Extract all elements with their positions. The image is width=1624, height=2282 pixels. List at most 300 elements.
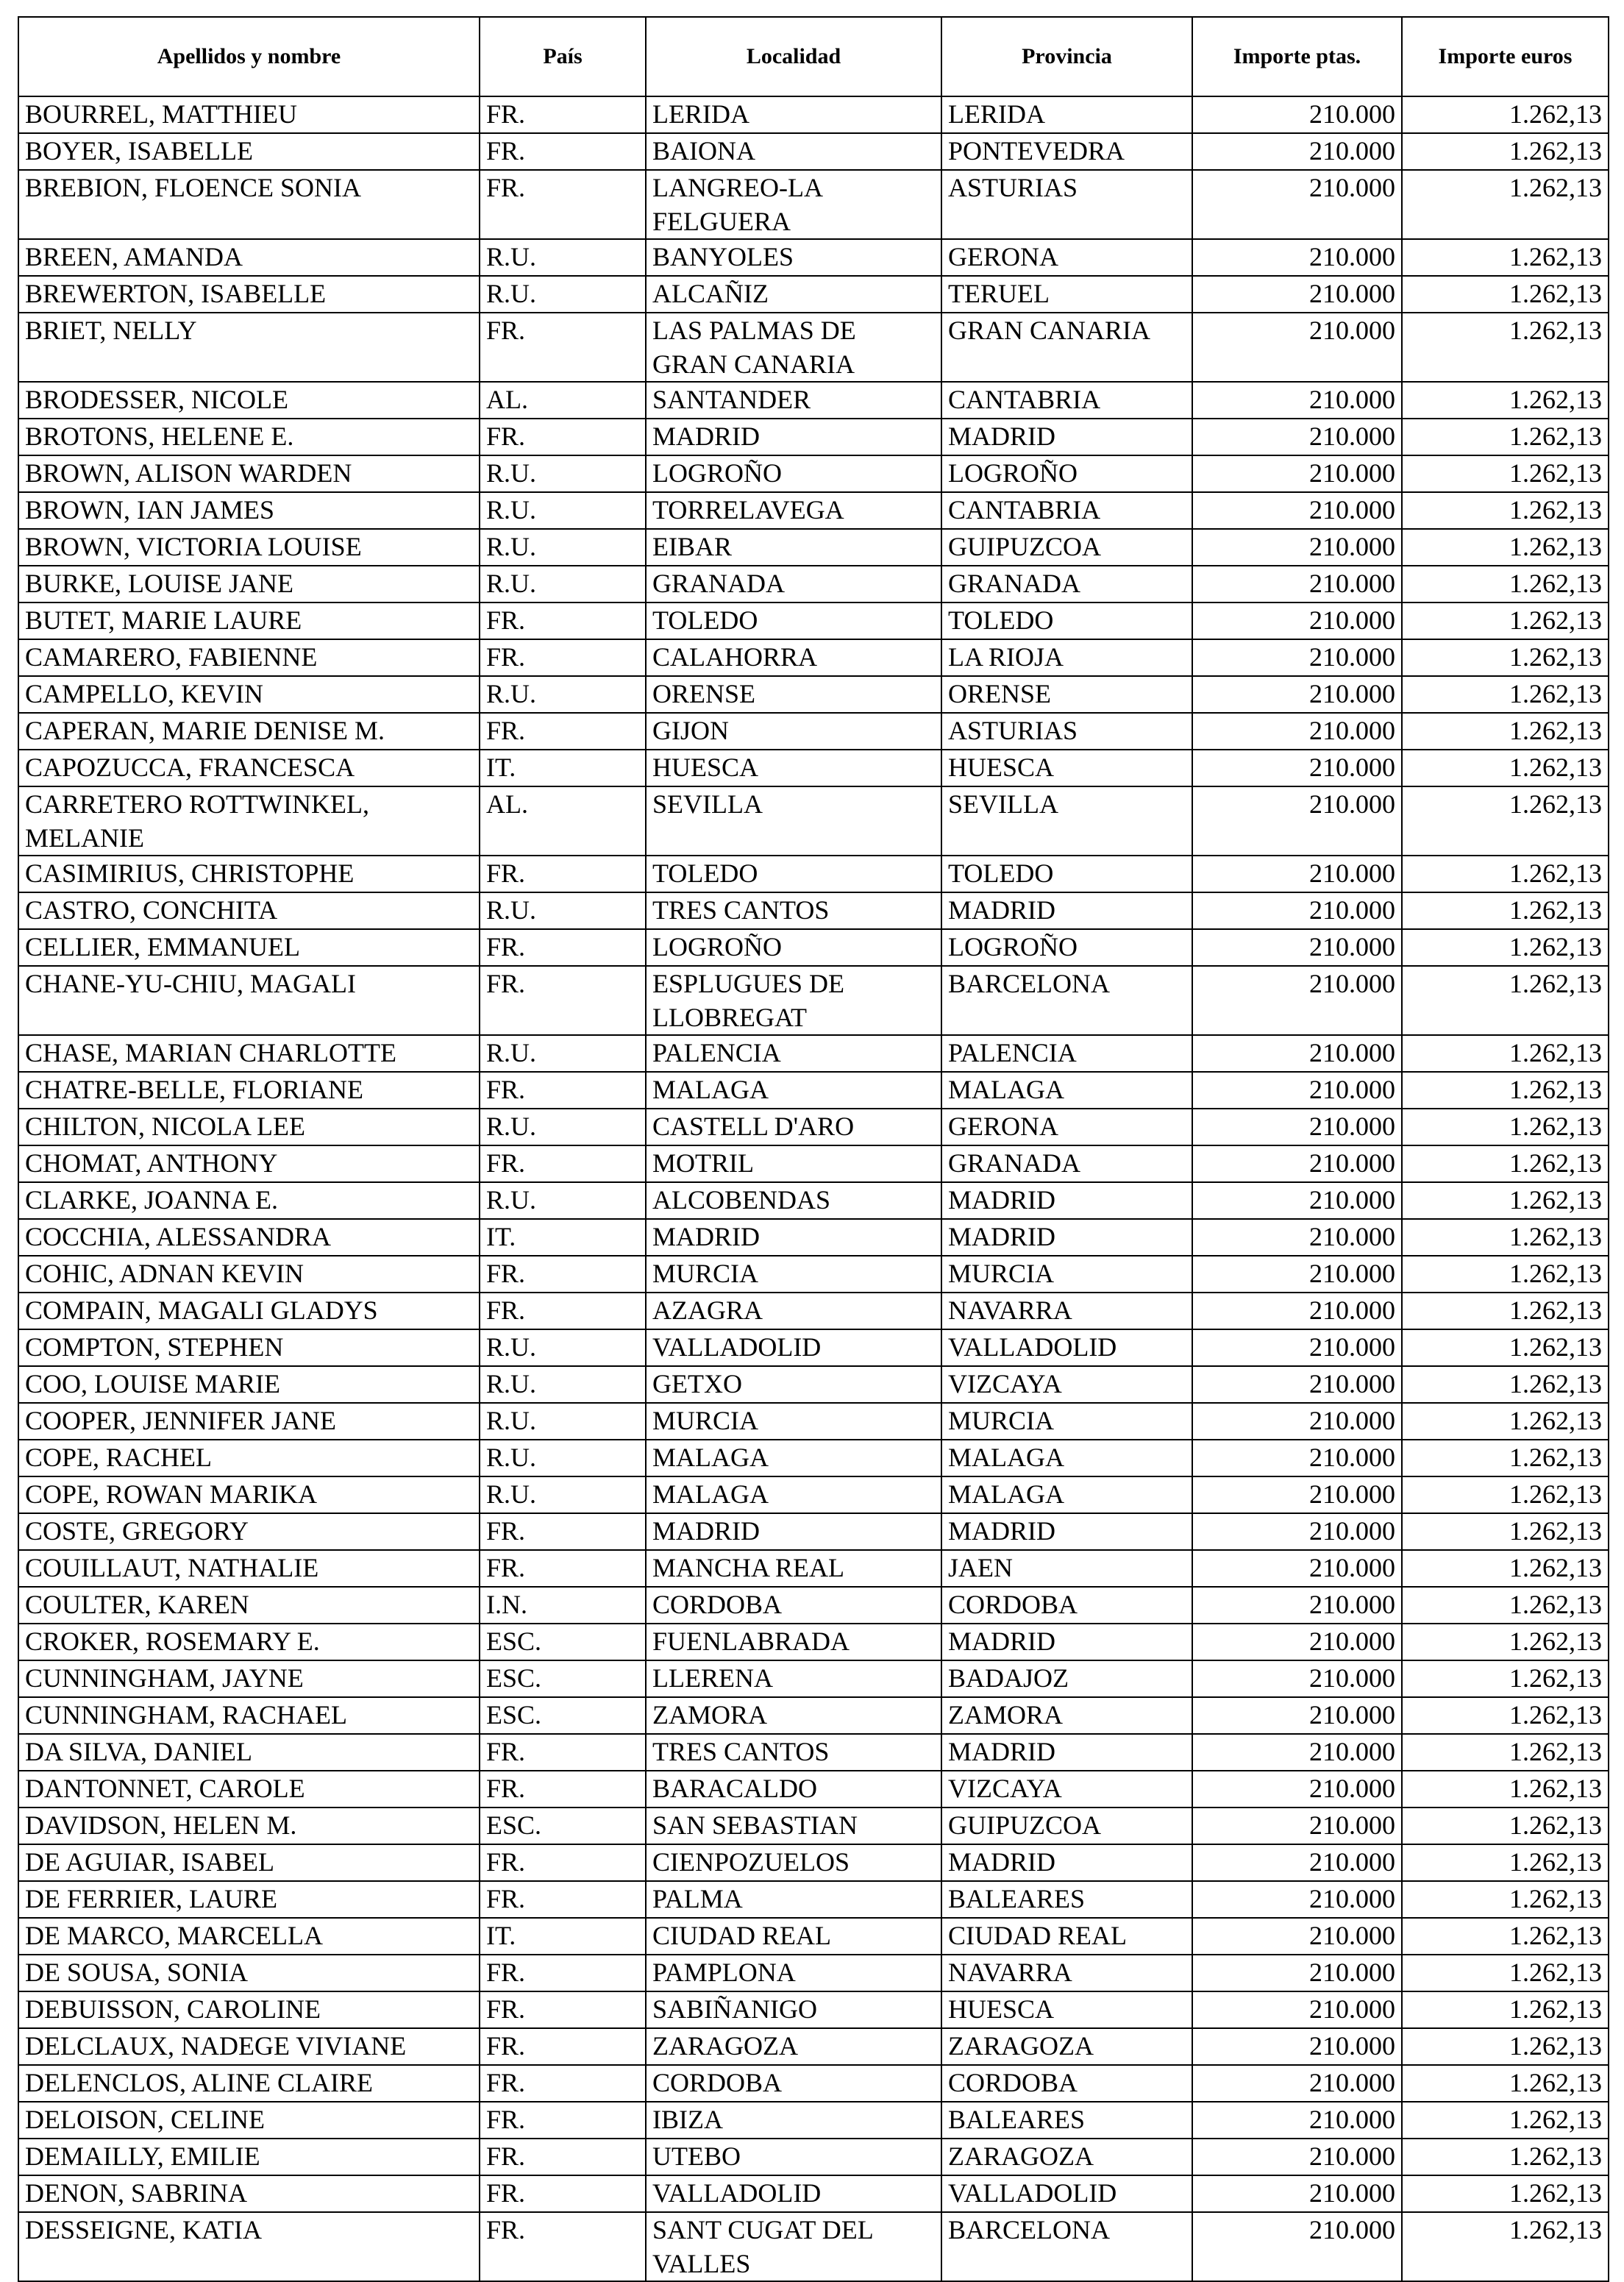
cell-province: MALAGA [941,1476,1192,1513]
cell-country: FR. [480,313,646,382]
table-row [18,2065,1609,2102]
cell-province: BALEARES [941,1881,1192,1918]
table-row [18,1329,1609,1366]
cell-amount-ptas: 210.000 [1192,1660,1402,1697]
cell-amount-ptas: 210.000 [1192,1329,1402,1366]
cell-name: CHILTON, NICOLA LEE [18,1109,480,1145]
cell-locality: ORENSE [646,676,941,713]
table-row [18,1182,1609,1219]
cell-locality: LERIDA [646,96,941,133]
cell-amount-ptas: 210.000 [1192,892,1402,929]
cell-amount-ptas: 210.000 [1192,2065,1402,2102]
cell-name: COOPER, JENNIFER JANE [18,1403,480,1440]
cell-locality: ESPLUGUES DE LLOBREGAT [646,966,941,1035]
cell-country: I.N. [480,1587,646,1624]
cell-country: IT. [480,1918,646,1955]
cell-name: DA SILVA, DANIEL [18,1734,480,1771]
cell-country: FR. [480,856,646,892]
cell-province: MADRID [941,419,1192,455]
cell-province: GRANADA [941,566,1192,603]
table-row [18,892,1609,929]
cell-name: BROWN, IAN JAMES [18,492,480,529]
cell-country: FR. [480,1734,646,1771]
cell-locality: PALENCIA [646,1035,941,1072]
cell-amount-ptas: 210.000 [1192,603,1402,639]
cell-amount-euros: 1.262,13 [1402,1145,1609,1182]
cell-amount-ptas: 210.000 [1192,1256,1402,1293]
cell-amount-ptas: 210.000 [1192,313,1402,382]
cell-amount-euros: 1.262,13 [1402,1771,1609,1808]
cell-locality: ZARAGOZA [646,2028,941,2065]
table-row [18,1808,1609,1844]
header-province: Provincia [941,17,1192,96]
table-row [18,676,1609,713]
table-row [18,170,1609,239]
cell-amount-euros: 1.262,13 [1402,1109,1609,1145]
cell-province: VIZCAYA [941,1366,1192,1403]
cell-country: FR. [480,170,646,239]
cell-locality: MURCIA [646,1256,941,1293]
cell-locality: SANT CUGAT DEL VALLES [646,2212,941,2281]
table-row [18,455,1609,492]
cell-country: FR. [480,1145,646,1182]
cell-province: ZARAGOZA [941,2139,1192,2175]
table-row [18,133,1609,170]
cell-country: R.U. [480,892,646,929]
cell-country: FR. [480,96,646,133]
cell-locality: VALLADOLID [646,1329,941,1366]
cell-amount-ptas: 210.000 [1192,786,1402,856]
table-row [18,492,1609,529]
cell-amount-ptas: 210.000 [1192,566,1402,603]
cell-country: ESC. [480,1660,646,1697]
cell-name: BUTET, MARIE LAURE [18,603,480,639]
cell-country: R.U. [480,239,646,276]
cell-province: BARCELONA [941,2212,1192,2281]
cell-name: BREBION, FLOENCE SONIA [18,170,480,239]
cell-amount-ptas: 210.000 [1192,1918,1402,1955]
table-row [18,1293,1609,1329]
cell-province: MALAGA [941,1072,1192,1109]
table-row [18,1771,1609,1808]
cell-locality: VALLADOLID [646,2175,941,2212]
table-row [18,1587,1609,1624]
table-row [18,639,1609,676]
cell-amount-euros: 1.262,13 [1402,1955,1609,1991]
cell-name: CHATRE-BELLE, FLORIANE [18,1072,480,1109]
cell-name: DELOISON, CELINE [18,2102,480,2139]
table-row [18,1366,1609,1403]
cell-locality: CORDOBA [646,1587,941,1624]
cell-province: MADRID [941,1734,1192,1771]
cell-country: FR. [480,2102,646,2139]
cell-amount-euros: 1.262,13 [1402,639,1609,676]
cell-name: COUILLAUT, NATHALIE [18,1550,480,1587]
cell-amount-ptas: 210.000 [1192,1550,1402,1587]
cell-province: GUIPUZCOA [941,1808,1192,1844]
cell-province: MADRID [941,1219,1192,1256]
cell-amount-ptas: 210.000 [1192,1991,1402,2028]
cell-province: JAEN [941,1550,1192,1587]
cell-province: TERUEL [941,276,1192,313]
cell-province: MADRID [941,1844,1192,1881]
cell-province: GRANADA [941,1145,1192,1182]
cell-amount-ptas: 210.000 [1192,2102,1402,2139]
cell-country: AL. [480,382,646,419]
cell-name: COSTE, GREGORY [18,1513,480,1550]
table-row [18,713,1609,750]
cell-amount-ptas: 210.000 [1192,455,1402,492]
cell-country: FR. [480,2212,646,2281]
cell-province: ASTURIAS [941,713,1192,750]
table-row [18,1476,1609,1513]
cell-amount-euros: 1.262,13 [1402,419,1609,455]
cell-name: BROWN, VICTORIA LOUISE [18,529,480,566]
cell-amount-ptas: 210.000 [1192,2028,1402,2065]
header-country: País [480,17,646,96]
cell-amount-ptas: 210.000 [1192,929,1402,966]
cell-locality: TRES CANTOS [646,1734,941,1771]
cell-amount-euros: 1.262,13 [1402,1881,1609,1918]
cell-locality: SEVILLA [646,786,941,856]
cell-amount-ptas: 210.000 [1192,1219,1402,1256]
table-body [18,96,1609,2281]
cell-amount-euros: 1.262,13 [1402,529,1609,566]
cell-province: GERONA [941,239,1192,276]
cell-name: DENON, SABRINA [18,2175,480,2212]
cell-province: BADAJOZ [941,1660,1192,1697]
cell-name: DEMAILLY, EMILIE [18,2139,480,2175]
cell-amount-euros: 1.262,13 [1402,133,1609,170]
cell-amount-ptas: 210.000 [1192,1844,1402,1881]
cell-province: VALLADOLID [941,1329,1192,1366]
cell-province: ASTURIAS [941,170,1192,239]
cell-amount-ptas: 210.000 [1192,170,1402,239]
cell-amount-ptas: 210.000 [1192,1035,1402,1072]
cell-amount-euros: 1.262,13 [1402,170,1609,239]
cell-amount-ptas: 210.000 [1192,966,1402,1035]
table-row [18,2102,1609,2139]
cell-amount-ptas: 210.000 [1192,1072,1402,1109]
cell-amount-ptas: 210.000 [1192,529,1402,566]
cell-locality: PALMA [646,1881,941,1918]
cell-name: CAMARERO, FABIENNE [18,639,480,676]
cell-locality: ALCOBENDAS [646,1182,941,1219]
table-row [18,529,1609,566]
cell-name: DE AGUIAR, ISABEL [18,1844,480,1881]
cell-locality: HUESCA [646,750,941,786]
cell-amount-euros: 1.262,13 [1402,676,1609,713]
cell-province: MADRID [941,1513,1192,1550]
cell-amount-euros: 1.262,13 [1402,1182,1609,1219]
cell-amount-ptas: 210.000 [1192,419,1402,455]
table-row [18,1513,1609,1550]
table-row [18,313,1609,382]
cell-name: CROKER, ROSEMARY E. [18,1624,480,1660]
cell-province: PALENCIA [941,1035,1192,1072]
cell-name: DAVIDSON, HELEN M. [18,1808,480,1844]
cell-amount-ptas: 210.000 [1192,1145,1402,1182]
cell-locality: UTEBO [646,2139,941,2175]
cell-country: R.U. [480,1035,646,1072]
cell-amount-euros: 1.262,13 [1402,2065,1609,2102]
cell-amount-ptas: 210.000 [1192,2139,1402,2175]
cell-amount-euros: 1.262,13 [1402,1550,1609,1587]
cell-province: LA RIOJA [941,639,1192,676]
cell-amount-ptas: 210.000 [1192,492,1402,529]
cell-amount-euros: 1.262,13 [1402,603,1609,639]
cell-name: DEBUISSON, CAROLINE [18,1991,480,2028]
table-row [18,1550,1609,1587]
table-row [18,1697,1609,1734]
table-row [18,929,1609,966]
cell-country: FR. [480,1256,646,1293]
table-row [18,1256,1609,1293]
cell-country: FR. [480,929,646,966]
cell-name: CUNNINGHAM, JAYNE [18,1660,480,1697]
cell-locality: FUENLABRADA [646,1624,941,1660]
cell-province: PONTEVEDRA [941,133,1192,170]
cell-province: NAVARRA [941,1955,1192,1991]
cell-locality: LLERENA [646,1660,941,1697]
cell-amount-euros: 1.262,13 [1402,1991,1609,2028]
cell-country: AL. [480,786,646,856]
cell-amount-euros: 1.262,13 [1402,2102,1609,2139]
cell-locality: BAIONA [646,133,941,170]
cell-province: MURCIA [941,1403,1192,1440]
table-row [18,786,1609,856]
table-row [18,2028,1609,2065]
table-row [18,1403,1609,1440]
cell-province: LOGROÑO [941,455,1192,492]
cell-amount-euros: 1.262,13 [1402,1734,1609,1771]
cell-name: CASTRO, CONCHITA [18,892,480,929]
header-amount-ptas: Importe ptas. [1192,17,1402,96]
cell-amount-euros: 1.262,13 [1402,929,1609,966]
cell-name: CASIMIRIUS, CHRISTOPHE [18,856,480,892]
cell-amount-euros: 1.262,13 [1402,892,1609,929]
cell-locality: GETXO [646,1366,941,1403]
cell-locality: MURCIA [646,1403,941,1440]
cell-amount-euros: 1.262,13 [1402,2028,1609,2065]
cell-locality: TORRELAVEGA [646,492,941,529]
cell-province: HUESCA [941,1991,1192,2028]
cell-name: CELLIER, EMMANUEL [18,929,480,966]
cell-amount-euros: 1.262,13 [1402,1256,1609,1293]
cell-country: FR. [480,1881,646,1918]
cell-province: LERIDA [941,96,1192,133]
cell-locality: SANTANDER [646,382,941,419]
cell-amount-ptas: 210.000 [1192,1697,1402,1734]
cell-amount-ptas: 210.000 [1192,1587,1402,1624]
cell-amount-ptas: 210.000 [1192,1881,1402,1918]
cell-amount-euros: 1.262,13 [1402,1072,1609,1109]
cell-name: BRODESSER, NICOLE [18,382,480,419]
cell-country: R.U. [480,529,646,566]
table-row [18,96,1609,133]
cell-province: TOLEDO [941,603,1192,639]
cell-amount-euros: 1.262,13 [1402,1366,1609,1403]
cell-name: CAPERAN, MARIE DENISE M. [18,713,480,750]
cell-name: DELENCLOS, ALINE CLAIRE [18,2065,480,2102]
cell-locality: LOGROÑO [646,455,941,492]
header-locality: Localidad [646,17,941,96]
cell-country: IT. [480,1219,646,1256]
cell-amount-ptas: 210.000 [1192,1293,1402,1329]
cell-amount-euros: 1.262,13 [1402,276,1609,313]
cell-amount-euros: 1.262,13 [1402,856,1609,892]
cell-amount-ptas: 210.000 [1192,1734,1402,1771]
cell-province: HUESCA [941,750,1192,786]
cell-country: R.U. [480,1440,646,1476]
table-row [18,856,1609,892]
cell-country: FR. [480,639,646,676]
header-row [18,17,1609,96]
cell-name: COCCHIA, ALESSANDRA [18,1219,480,1256]
header-name: Apellidos y nombre [18,17,480,96]
cell-country: FR. [480,1771,646,1808]
cell-country: R.U. [480,676,646,713]
cell-name: BOURREL, MATTHIEU [18,96,480,133]
table-row [18,382,1609,419]
cell-locality: TOLEDO [646,856,941,892]
cell-amount-euros: 1.262,13 [1402,1587,1609,1624]
cell-province: LOGROÑO [941,929,1192,966]
cell-province: CORDOBA [941,2065,1192,2102]
cell-province: MADRID [941,1182,1192,1219]
cell-country: ESC. [480,1624,646,1660]
cell-name: CAMPELLO, KEVIN [18,676,480,713]
cell-locality: TRES CANTOS [646,892,941,929]
header-amount-euros: Importe euros [1402,17,1609,96]
table-row [18,966,1609,1035]
cell-name: CARRETERO ROTTWINKEL, MELANIE [18,786,480,856]
cell-amount-ptas: 210.000 [1192,1440,1402,1476]
cell-province: CIUDAD REAL [941,1918,1192,1955]
cell-name: BROTONS, HELENE E. [18,419,480,455]
cell-amount-euros: 1.262,13 [1402,1403,1609,1440]
cell-amount-euros: 1.262,13 [1402,1219,1609,1256]
table-row [18,1955,1609,1991]
cell-name: DANTONNET, CAROLE [18,1771,480,1808]
cell-amount-euros: 1.262,13 [1402,1035,1609,1072]
cell-amount-euros: 1.262,13 [1402,1624,1609,1660]
cell-province: GUIPUZCOA [941,529,1192,566]
cell-amount-euros: 1.262,13 [1402,2139,1609,2175]
cell-province: CANTABRIA [941,382,1192,419]
cell-province: SEVILLA [941,786,1192,856]
cell-province: BALEARES [941,2102,1192,2139]
cell-amount-euros: 1.262,13 [1402,786,1609,856]
cell-country: FR. [480,1072,646,1109]
cell-locality: PAMPLONA [646,1955,941,1991]
cell-amount-euros: 1.262,13 [1402,713,1609,750]
cell-name: DE MARCO, MARCELLA [18,1918,480,1955]
cell-name: COHIC, ADNAN KEVIN [18,1256,480,1293]
table-row [18,1145,1609,1182]
cell-amount-euros: 1.262,13 [1402,1476,1609,1513]
cell-amount-ptas: 210.000 [1192,750,1402,786]
cell-province: GRAN CANARIA [941,313,1192,382]
cell-country: FR. [480,1550,646,1587]
cell-locality: LAS PALMAS DE GRAN CANARIA [646,313,941,382]
cell-name: COULTER, KAREN [18,1587,480,1624]
cell-country: R.U. [480,455,646,492]
table-row [18,1734,1609,1771]
cell-locality: CALAHORRA [646,639,941,676]
cell-country: FR. [480,2139,646,2175]
cell-country: FR. [480,419,646,455]
cell-amount-ptas: 210.000 [1192,1476,1402,1513]
cell-province: CORDOBA [941,1587,1192,1624]
table-row [18,1072,1609,1109]
table-row [18,1109,1609,1145]
cell-name: DE SOUSA, SONIA [18,1955,480,1991]
cell-amount-ptas: 210.000 [1192,1955,1402,1991]
cell-name: DE FERRIER, LAURE [18,1881,480,1918]
cell-name: DESSEIGNE, KATIA [18,2212,480,2281]
cell-province: MURCIA [941,1256,1192,1293]
cell-locality: ALCAÑIZ [646,276,941,313]
cell-amount-ptas: 210.000 [1192,1403,1402,1440]
cell-locality: LANGREO-LA FELGUERA [646,170,941,239]
cell-locality: TOLEDO [646,603,941,639]
cell-locality: BARACALDO [646,1771,941,1808]
cell-name: CUNNINGHAM, RACHAEL [18,1697,480,1734]
cell-province: MADRID [941,892,1192,929]
cell-province: ZARAGOZA [941,2028,1192,2065]
cell-country: FR. [480,713,646,750]
cell-amount-euros: 1.262,13 [1402,566,1609,603]
cell-country: FR. [480,966,646,1035]
cell-amount-euros: 1.262,13 [1402,1844,1609,1881]
cell-amount-ptas: 210.000 [1192,713,1402,750]
cell-amount-euros: 1.262,13 [1402,1293,1609,1329]
cell-country: FR. [480,1293,646,1329]
cell-locality: MALAGA [646,1476,941,1513]
cell-amount-euros: 1.262,13 [1402,2175,1609,2212]
cell-amount-ptas: 210.000 [1192,276,1402,313]
cell-name: CHASE, MARIAN CHARLOTTE [18,1035,480,1072]
cell-locality: MADRID [646,419,941,455]
cell-amount-euros: 1.262,13 [1402,1440,1609,1476]
cell-province: VIZCAYA [941,1771,1192,1808]
cell-amount-ptas: 210.000 [1192,856,1402,892]
cell-country: R.U. [480,1182,646,1219]
cell-amount-euros: 1.262,13 [1402,1918,1609,1955]
cell-country: ESC. [480,1697,646,1734]
table-row [18,566,1609,603]
cell-province: MALAGA [941,1440,1192,1476]
cell-name: CHOMAT, ANTHONY [18,1145,480,1182]
cell-country: FR. [480,1513,646,1550]
cell-country: R.U. [480,1329,646,1366]
beneficiaries-table [18,16,1609,2282]
cell-amount-ptas: 210.000 [1192,1808,1402,1844]
cell-amount-ptas: 210.000 [1192,1182,1402,1219]
cell-name: CHANE-YU-CHIU, MAGALI [18,966,480,1035]
table-row [18,2212,1609,2281]
cell-amount-euros: 1.262,13 [1402,1329,1609,1366]
cell-amount-ptas: 210.000 [1192,639,1402,676]
table-row [18,1844,1609,1881]
table-row [18,1440,1609,1476]
cell-amount-euros: 1.262,13 [1402,1513,1609,1550]
cell-locality: ZAMORA [646,1697,941,1734]
table-row [18,419,1609,455]
cell-amount-ptas: 210.000 [1192,239,1402,276]
cell-locality: EIBAR [646,529,941,566]
